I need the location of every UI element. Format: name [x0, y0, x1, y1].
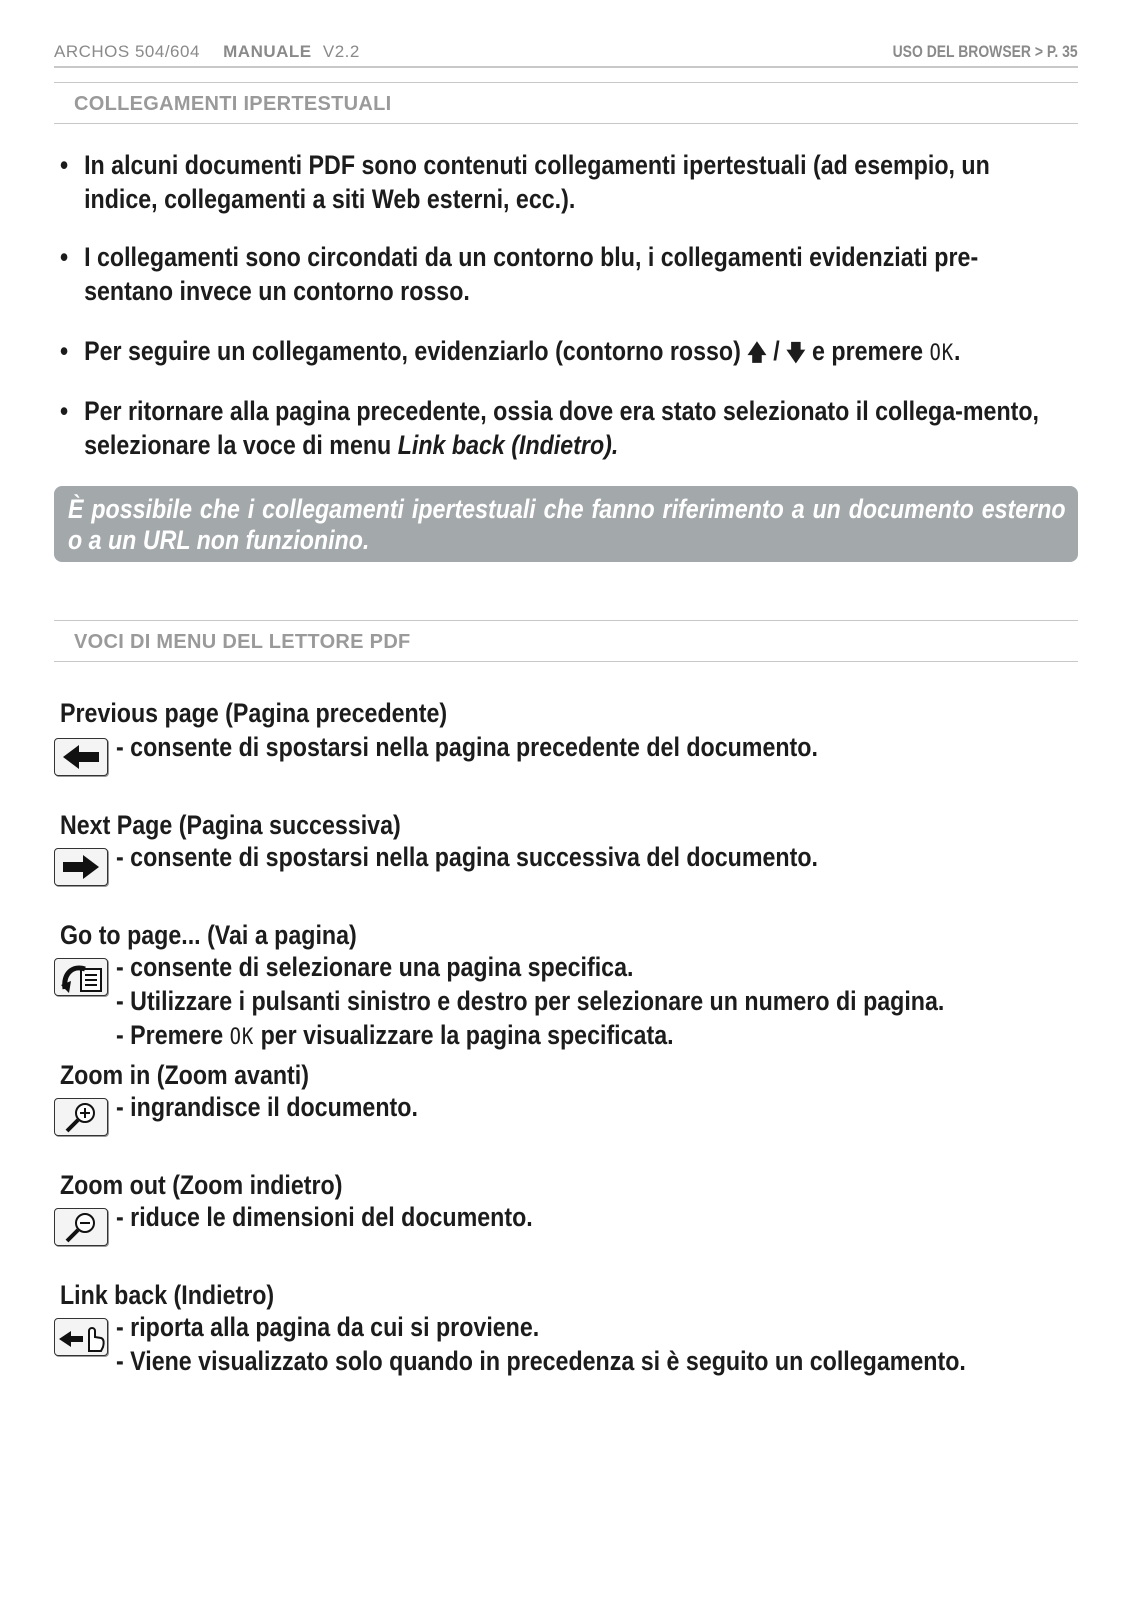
- menu-item-title: Previous page (Pagina precedente): [60, 698, 448, 728]
- menu-item-description: - Viene visualizzato solo quando in precedenza si è seguito un collegamento.: [116, 1346, 966, 1376]
- arrow-right-icon: [54, 848, 108, 886]
- manual-label: MANUALE: [223, 42, 312, 61]
- description-part: per visualizzare la pagina specificata.: [260, 1020, 674, 1050]
- period: .: [954, 336, 961, 366]
- bullet-dot: •: [60, 242, 69, 272]
- bullet-text-part: e premere: [812, 336, 924, 366]
- menu-item-description: [116, 1020, 674, 1051]
- menu-item-title: Zoom out (Zoom indietro): [60, 1170, 343, 1200]
- zoom-in-icon: [54, 1098, 108, 1136]
- header-title: [54, 42, 360, 62]
- arrow-left-icon: [54, 738, 108, 776]
- separator: /: [773, 336, 780, 366]
- menu-item-description: - ingrandisce il documento.: [116, 1092, 418, 1122]
- bullet-text-part: Per ritornare alla pagina precedente, ossia dove era stato selezionato il collega-mento, selezionare la voce di menu: [84, 396, 1040, 460]
- bullet-item: [60, 394, 1058, 462]
- menu-item-title: Go to page... (Vai a pagina): [60, 920, 357, 950]
- section-title-hyperlinks: COLLEGAMENTI IPERTESTUALI: [54, 82, 1078, 124]
- version-label: V2.2: [322, 42, 360, 61]
- bullet-text: In alcuni documenti PDF sono contenuti collegamenti ipertestuali (ad esempio, un indice, collegamenti a siti Web esterni, ecc.).: [84, 150, 990, 214]
- menu-item-description: - consente di spostarsi nella pagina precedente del documento.: [116, 732, 818, 762]
- note-text: È possibile che i collegamenti ipertestuali che fanno riferimento a un documento esterno o a un URL non funzionino.: [68, 494, 1066, 555]
- menu-item-title: Next Page (Pagina successiva): [60, 810, 401, 840]
- menu-item-description: - consente di selezionare una pagina specifica.: [116, 952, 634, 982]
- bullet-item: [60, 148, 1058, 216]
- menu-item-reference: Link back (Indietro).: [397, 430, 619, 460]
- bullet-dot: •: [60, 150, 69, 180]
- ok-button-icon: OK: [229, 1025, 255, 1050]
- bullet-dot: •: [60, 396, 69, 426]
- up-arrow-icon: 🡅: [747, 340, 767, 365]
- menu-item-description: - consente di spostarsi nella pagina successiva del documento.: [116, 842, 818, 872]
- bullet-text-part: Per seguire un collegamento, evidenziarlo (contorno rosso): [84, 336, 741, 366]
- menu-item-title: Link back (Indietro): [60, 1280, 275, 1310]
- note-box: [54, 486, 1078, 562]
- header-section: USO DEL BROWSER > P. 35: [892, 42, 1078, 61]
- ok-button-icon: OK: [929, 341, 955, 366]
- menu-item-description: - riporta alla pagina da cui si proviene.: [116, 1312, 540, 1342]
- bullet-item: [60, 240, 1058, 308]
- down-arrow-icon: 🡇: [786, 340, 806, 365]
- bullet-text: I collegamenti sono circondati da un contorno blu, i collegamenti evidenziati pre-sentano invece un contorno rosso.: [84, 242, 979, 306]
- link-back-icon: [54, 1318, 108, 1356]
- bullet-dot: •: [60, 336, 69, 366]
- section-title-pdf-menu: VOCI DI MENU DEL LETTORE PDF: [54, 620, 1078, 662]
- page-header: [54, 38, 1078, 68]
- goto-page-icon: [54, 958, 108, 996]
- zoom-out-icon: [54, 1208, 108, 1246]
- menu-item-title: Zoom in (Zoom avanti): [60, 1060, 309, 1090]
- menu-item-description: - Utilizzare i pulsanti sinistro e destro per selezionare un numero di pagina.: [116, 986, 945, 1016]
- bullet-text: [60, 394, 1058, 462]
- bullet-item: [60, 334, 1058, 371]
- menu-item-description: - riduce le dimensioni del documento.: [116, 1202, 533, 1232]
- description-part: - Premere: [116, 1020, 224, 1050]
- brand-name: ARCHOS 504/604: [54, 42, 200, 61]
- bullet-text: [60, 334, 1058, 371]
